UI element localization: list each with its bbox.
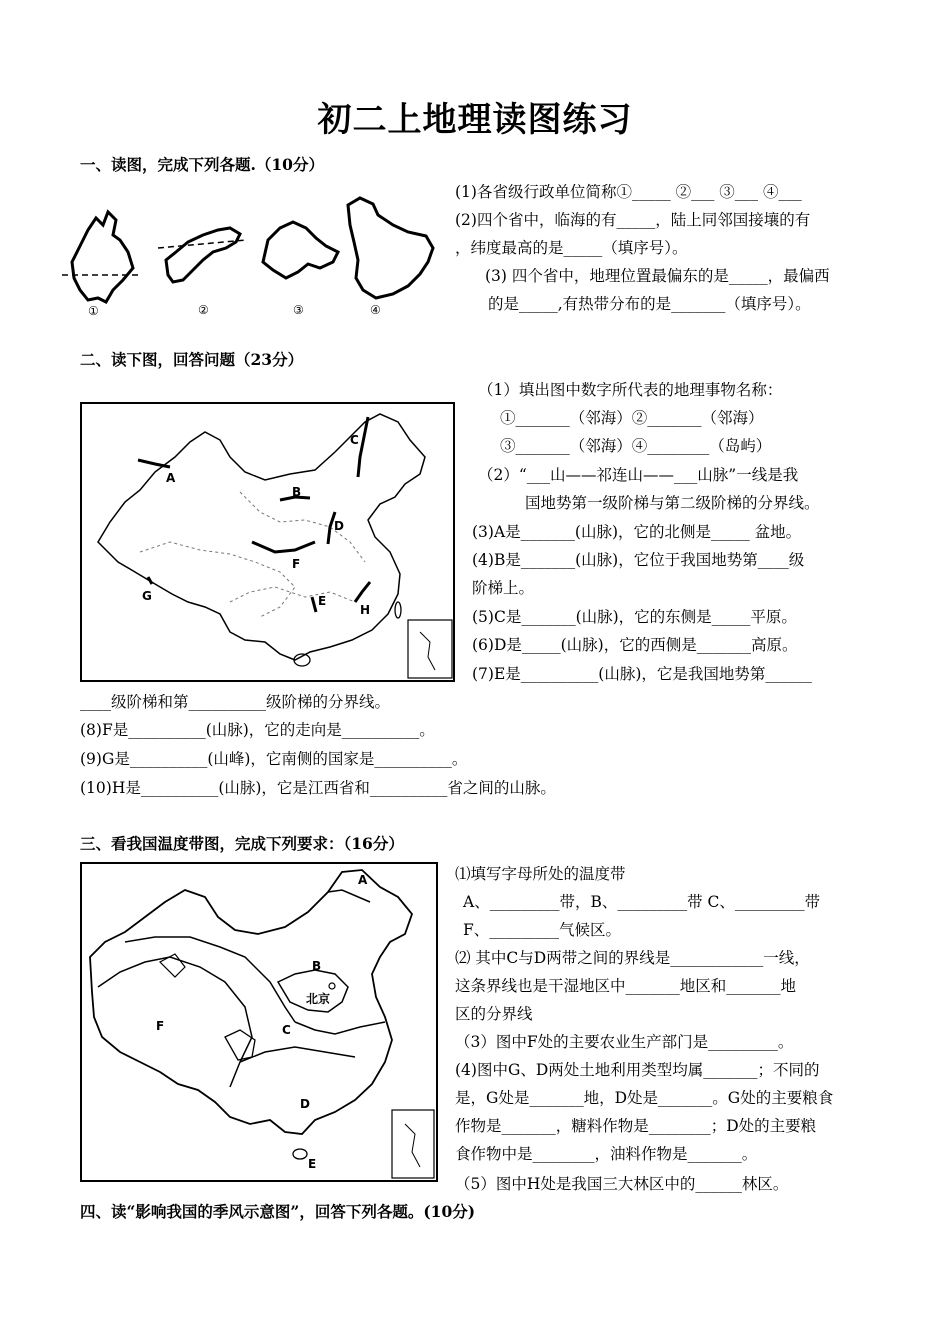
province-number-3: ③ bbox=[293, 303, 304, 317]
s3-line-1: ⑴填写字母所处的温度带 bbox=[455, 865, 626, 883]
map-label-e: E bbox=[318, 594, 327, 608]
province-number-4: ④ bbox=[370, 303, 381, 317]
zone-label-d: D bbox=[300, 1097, 310, 1111]
province-2-outline bbox=[166, 228, 240, 282]
map-label-f: F bbox=[292, 557, 301, 571]
s2-line-9: (5)C是_______(山脉)，它的东侧是_____平原。 bbox=[472, 608, 797, 626]
zone-label-b: B bbox=[312, 959, 322, 973]
province-number-1: ① bbox=[88, 304, 99, 318]
map-label-a: A bbox=[166, 471, 176, 485]
s3-line-2: A、_________带，B、_________带 C、_________带 bbox=[463, 893, 821, 911]
section-3-heading: 三、看我国温度带图，完成下列要求：（16分） bbox=[80, 834, 404, 853]
section-1-heading: 一、读图，完成下列各题.（10分） bbox=[80, 155, 324, 174]
s1-line-1: (1)各省级行政单位简称①_____ ②___ ③___ ④___ bbox=[455, 183, 802, 201]
map-label-g: G bbox=[142, 589, 152, 603]
s2-line-4: （2）“___山——祁连山——___山脉”一线是我 bbox=[478, 466, 799, 484]
s1-line-3: ，纬度最高的是_____（填序号）。 bbox=[455, 239, 688, 257]
s2-line-14: (9)G是__________(山峰)，它南侧的国家是__________。 bbox=[80, 750, 468, 768]
s3-line-4: ⑵ 其中C与D两带之间的界线是____________一线， bbox=[455, 949, 810, 967]
s2-line-15: (10)H是__________(山脉)，它是江西省和__________省之间的山脉。 bbox=[80, 779, 556, 797]
s2-line-3: ③_______（邻海）④________（岛屿） bbox=[500, 437, 772, 455]
zone-label-a: A bbox=[358, 873, 368, 887]
s2-line-7: (4)B是_______(山脉)，它位于我国地势第____级 bbox=[472, 551, 805, 569]
province-4-outline bbox=[348, 198, 433, 298]
s2-line-8: 阶梯上。 bbox=[472, 579, 535, 597]
s1-line-5: 的是_____,有热带分布的是_______（填序号）。 bbox=[488, 295, 811, 313]
map-label-c: C bbox=[350, 433, 359, 447]
s2-line-2: ①_______（邻海）②_______（邻海） bbox=[500, 409, 764, 427]
s2-line-10: (6)D是_____(山脉)，它的西侧是_______高原。 bbox=[472, 636, 798, 654]
s2-line-6: (3)A是_______(山脉)，它的北侧是_____ 盆地。 bbox=[472, 523, 802, 541]
map-label-h: H bbox=[360, 603, 371, 617]
province-number-2: ② bbox=[198, 303, 209, 317]
zone-label-f: F bbox=[156, 1019, 165, 1033]
china-temperature-zone-map bbox=[80, 862, 438, 1182]
s1-line-4: (3) 四个省中，地理位置最偏东的是_____，最偏西 bbox=[485, 267, 830, 285]
s3-line-3: F、_________气候区。 bbox=[463, 921, 622, 939]
province-1-outline bbox=[72, 212, 133, 302]
section-4-heading: 四、读“影响我国的季风示意图”，回答下列各题。(10分) bbox=[80, 1202, 476, 1221]
map-label-d: D bbox=[334, 519, 344, 533]
s2-line-12: ____级阶梯和第__________级阶梯的分界线。 bbox=[80, 693, 391, 711]
province-outlines-figure bbox=[58, 190, 443, 325]
map-label-b: B bbox=[292, 485, 302, 499]
s3-line-10: 作物是_______，糖料作物是________；D处的主要粮 bbox=[455, 1117, 817, 1135]
s3-line-9: 是，G处是_______地，D处是_______。G处的主要粮食 bbox=[455, 1089, 834, 1107]
s3-line-12: （5）图中H处是我国三大林区中的______林区。 bbox=[455, 1175, 789, 1193]
s2-line-13: (8)F是__________(山脉)，它的走向是__________。 bbox=[80, 721, 435, 739]
s3-line-5: 这条界线也是干湿地区中_______地区和_______地 bbox=[455, 977, 797, 995]
section-2-heading: 二、读下图，回答问题（23分） bbox=[80, 350, 304, 369]
s2-line-5: 国地势第一级阶梯与第二级阶梯的分界线。 bbox=[525, 494, 820, 512]
beijing-label: 北京 bbox=[306, 992, 331, 1006]
s1-line-2: (2)四个省中，临海的有_____，陆上同邻国接壤的有 bbox=[455, 211, 811, 229]
page-title: 初二上地理读图练习 bbox=[317, 100, 633, 140]
zone-label-c: C bbox=[282, 1023, 291, 1037]
s3-line-11: 食作物中是________，油料作物是_______。 bbox=[455, 1145, 758, 1163]
china-terrain-map bbox=[80, 402, 455, 682]
s2-line-1: （1）填出图中数字所代表的地理事物名称： bbox=[478, 381, 783, 399]
s2-line-11: (7)E是__________(山脉)，它是我国地势第______ bbox=[472, 665, 812, 683]
s3-line-6: 区的分界线 bbox=[455, 1005, 533, 1023]
s3-line-8: (4)图中G、D两处土地利用类型均属_______；不同的 bbox=[455, 1061, 820, 1079]
province-3-outline bbox=[263, 222, 338, 278]
s3-line-7: （3）图中F处的主要农业生产部门是_________。 bbox=[455, 1033, 794, 1051]
zone-label-e: E bbox=[308, 1157, 317, 1171]
